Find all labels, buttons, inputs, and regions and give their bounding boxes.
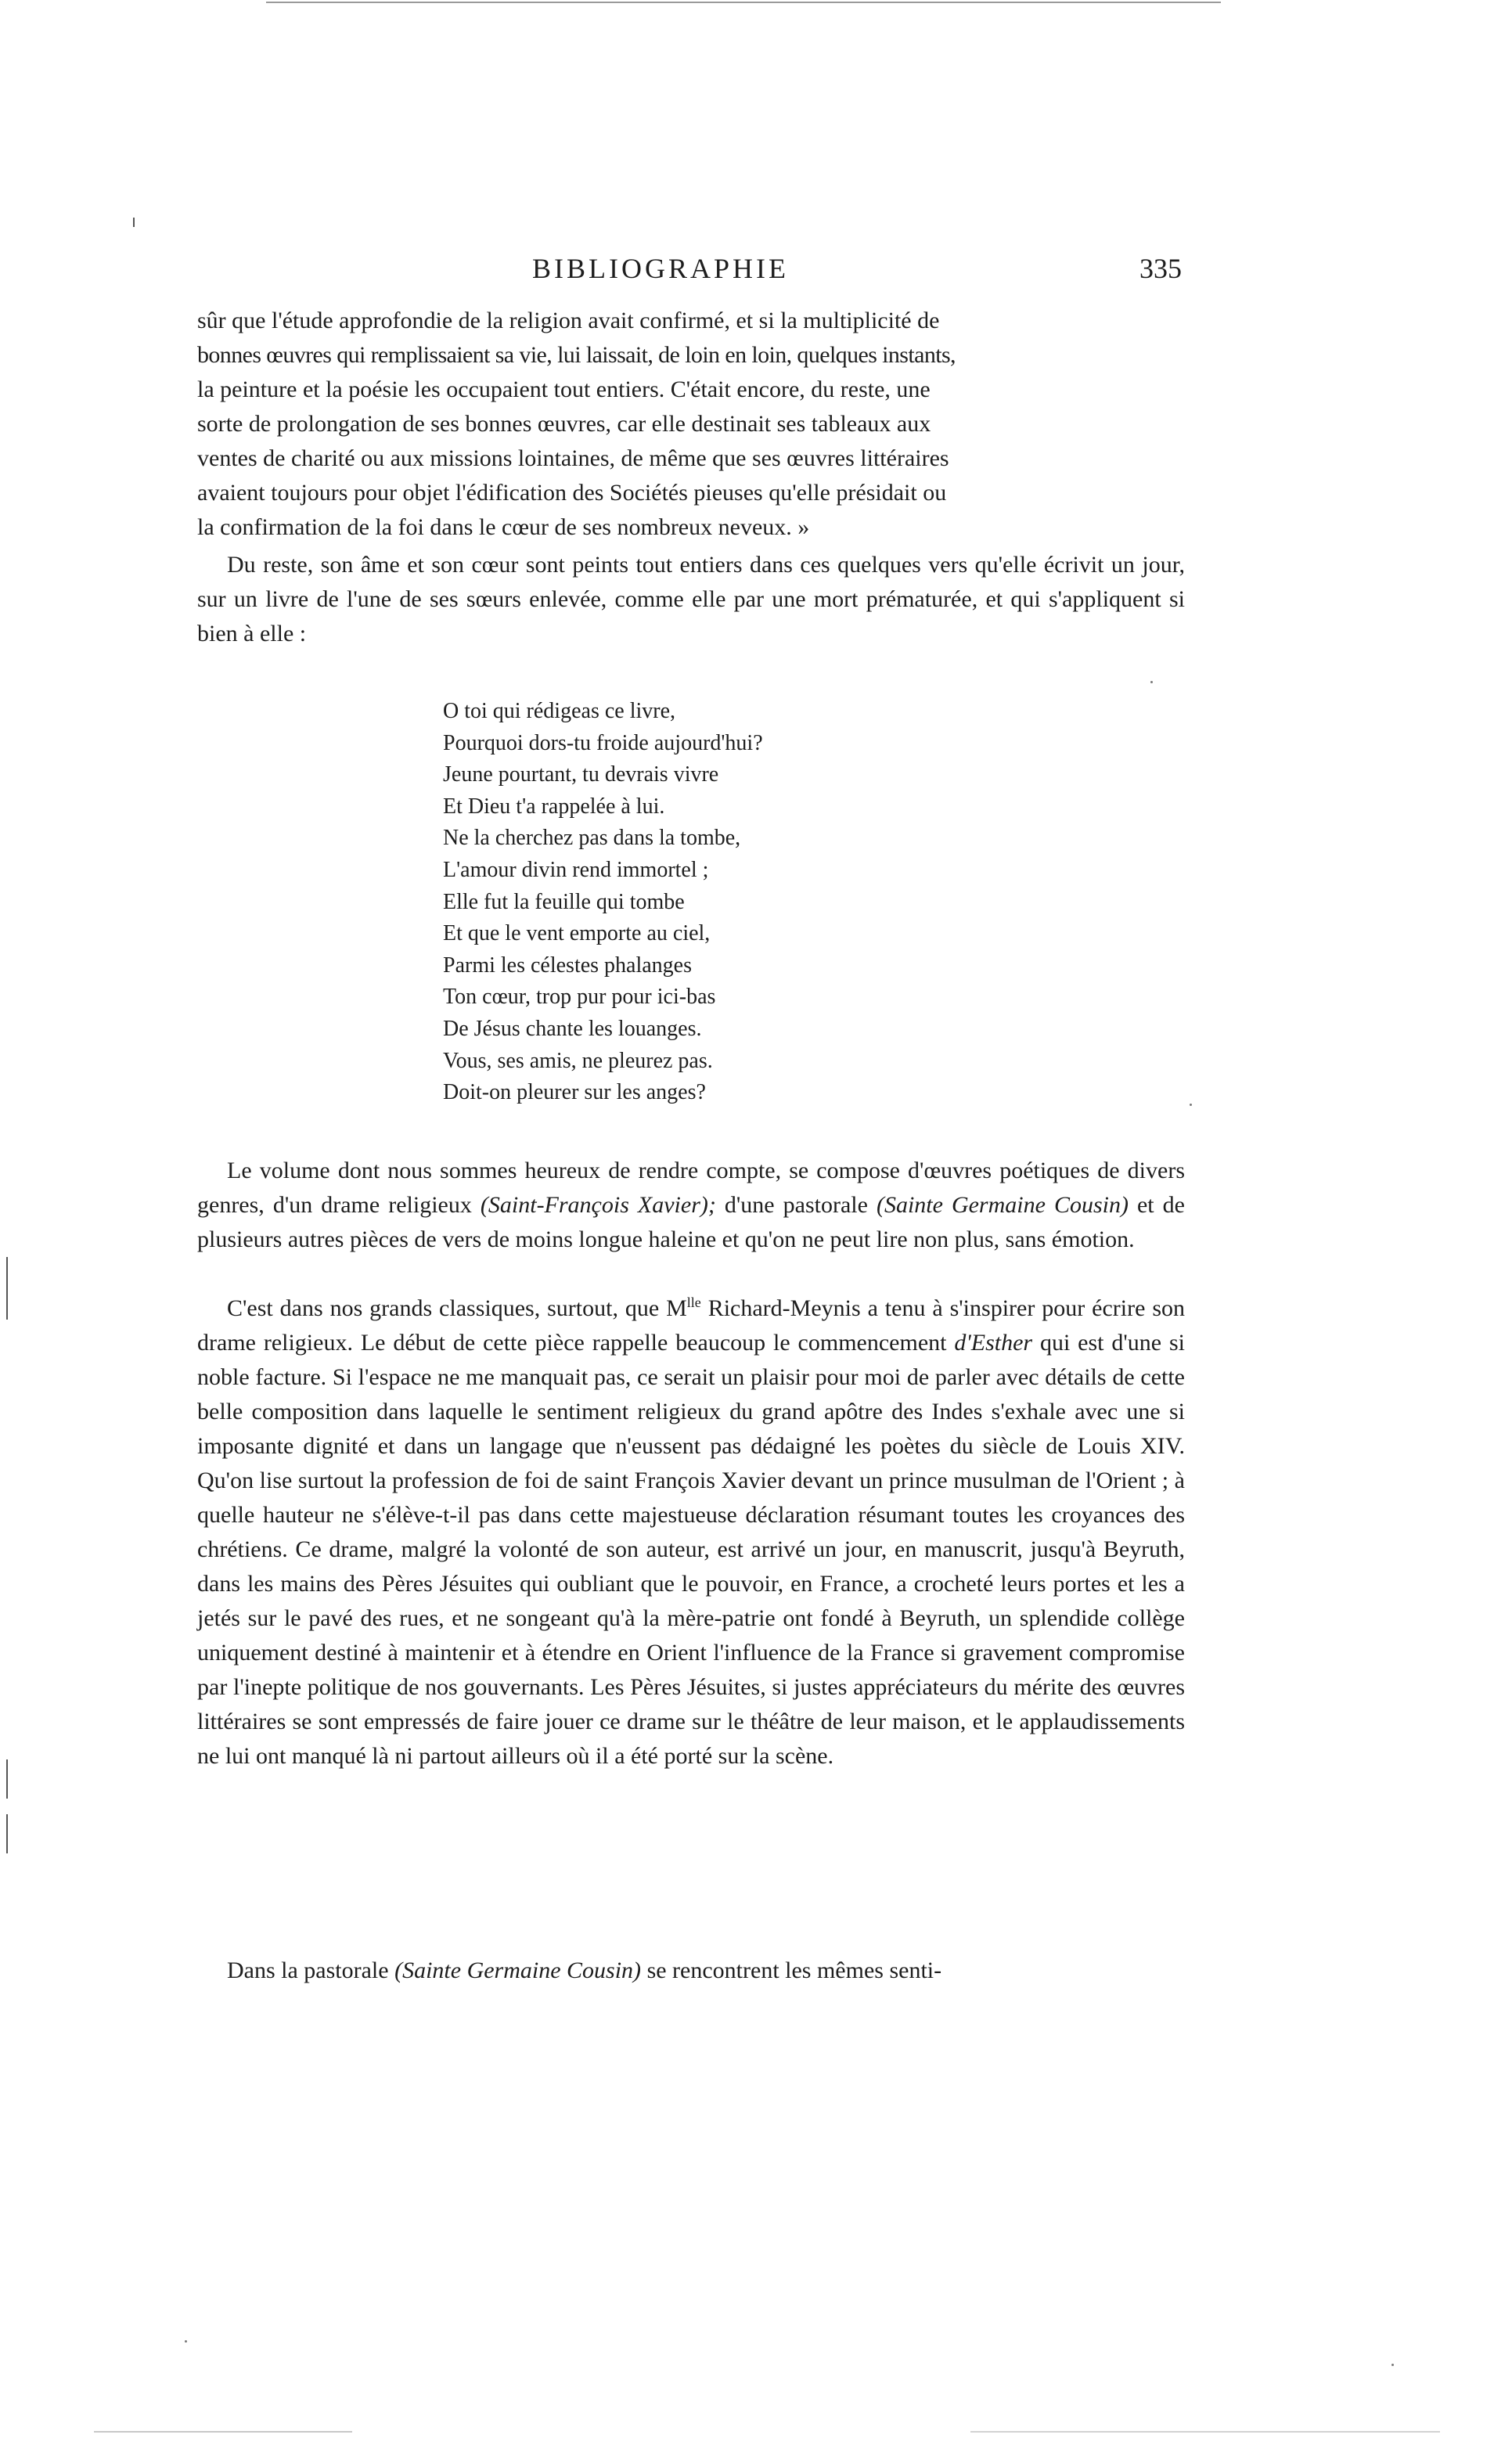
poem-line: Et Dieu t'a rappelée à lui. [443, 794, 665, 819]
text-line: bonnes œuvres qui remplissaient sa vie, lui laissait, de loin en loin, quelques instants, [197, 342, 956, 368]
poem-line: De Jésus chante les louanges. [443, 1016, 702, 1041]
poem-line: Ton cœur, trop pur pour ici-bas [443, 985, 716, 1010]
poem [443, 696, 763, 1109]
margin-mark [6, 1759, 8, 1799]
poem-line: Jeune pourtant, tu devrais vivre [443, 762, 719, 787]
text-line: la peinture et la poésie les occupaient tout entiers. C'était encore, du reste, une [197, 376, 931, 402]
intro-paragraph [197, 304, 1185, 545]
text-run: et de plusieurs autres pièces de vers de moins longue haleine et qu'on ne peut lire non plus, sans émotion. [197, 1192, 1185, 1252]
paragraph-du-reste [197, 548, 1185, 651]
work-title: (Saint-François Xavier); [480, 1192, 716, 1218]
text-line: sûr que l'étude approfondie de la religion avait confirmé, et si la multiplicité de [197, 308, 940, 333]
text-run: se rencontrent les mêmes senti- [641, 1957, 942, 1983]
work-title: d'Esther [954, 1330, 1033, 1356]
poem-line: Ne la cherchez pas dans la tombe, [443, 826, 741, 851]
top-rule [266, 2, 1221, 3]
text-line: sorte de prolongation de ses bonnes œuvres, car elle destinait ses tableaux aux [197, 411, 931, 437]
margin-mark [6, 1814, 8, 1853]
superscript: lle [686, 1295, 701, 1310]
poem-line: L'amour divin rend immortel ; [443, 857, 709, 882]
text-line: la confirmation de la foi dans le cœur de ses nombreux neveux. » [197, 514, 810, 540]
text-run: Richard-Meynis a tenu à s'inspirer pour écrire son drame religieux. Le début de cette pièce rappelle beaucoup le commencement [197, 1295, 1185, 1356]
text-line: ventes de charité ou aux missions lointaines, de même que ses œuvres littéraires [197, 445, 949, 471]
paragraph-text: Du reste, son âme et son cœur sont peints tout entiers dans ces quelques vers qu'elle écrivit un jour, sur un livre de l'une de ses sœurs enlevée, comme elle par une mort prématurée, et qui s'appliquent si bien à elle : [197, 552, 1185, 646]
poem-line: Pourquoi dors-tu froide aujourd'hui? [443, 730, 763, 755]
text-run: qui est d'une si noble facture. Si l'espace ne me manquait pas, ce serait un plaisir pour moi de parler avec détails de cette belle composition dans laquelle le sentiment religieux du grand apôtre des Indes s'exhale avec une si imposante dignité et dans un langage que n'eussent pas dédaigné les poètes du siècle de Louis XIV. Qu'on lise surtout la profession de foi de saint François Xavier devant un prince musulman de l'Orient ; à quelle hauteur ne s'élève-t-il pas dans cette majestueuse déclaration résumant toutes les croyances des chrétiens. Ce drame, malgré la volonté de son auteur, est arrivé un jour, en manuscrit, jusqu'à Beyruth, dans les mains des Pères Jésuites qui oubliant que le pouvoir, en France, a crocheté leurs portes et les a jetés sur le pavé des rues, et ne songeant qu'à la mère-patrie ont fondé à Beyruth, un splendide collège uniquement destiné à maintenir et à étendre en Orient l'influence de la France si gravement compromise par l'inepte politique de nos gouvernants. Les Pères Jésuites, si justes appréciateurs du mérite des œuvres littéraires se sont empressés de faire jouer ce drame sur le théâtre de leur maison, et le applaudissements ne lui ont manqué là ni partout ailleurs où il a été porté sur la scène. [197, 1330, 1185, 1769]
bottom-rule-right [970, 2431, 1440, 2433]
work-title: (Sainte Germaine Cousin) [876, 1192, 1129, 1218]
running-head [203, 252, 1182, 291]
text-run: Dans la pastorale [227, 1957, 395, 1983]
paragraph-text [197, 1954, 1185, 1988]
running-title: BIBLIOGRAPHIE [532, 253, 789, 284]
work-title: (Sainte Germaine Cousin) [394, 1957, 642, 1983]
poem-line: Et que le vent emporte au ciel, [443, 921, 711, 946]
page-speck [1190, 1104, 1192, 1106]
poem-line: Elle fut la feuille qui tombe [443, 889, 685, 914]
paragraph-text [197, 1291, 1185, 1774]
poem-line: Vous, ses amis, ne pleurez pas. [443, 1048, 713, 1073]
paragraph-pastorale [197, 1954, 1185, 1988]
text-run: Le volume dont nous sommes heureux de rendre compte, se compose d'œuvres poétiques de divers genres, d'un drame religieux [197, 1158, 1185, 1218]
text-run: d'une pastorale [715, 1192, 877, 1218]
bottom-rule-left [94, 2431, 352, 2433]
paragraph-classiques [197, 1291, 1185, 1774]
page-speck [1391, 2364, 1394, 2366]
paragraph-volume [197, 1154, 1185, 1257]
margin-mark [133, 218, 135, 227]
text-line: avaient toujours pour objet l'édification des Sociétés pieuses qu'elle présidait ou [197, 480, 947, 506]
page-speck [185, 2340, 187, 2343]
poem-line: Doit-on pleurer sur les anges? [443, 1080, 706, 1105]
page-number: 335 [1139, 253, 1182, 284]
text-run: C'est dans nos grands classiques, surtout, que M [227, 1295, 687, 1321]
paragraph-text [197, 1154, 1185, 1257]
page-speck [1150, 681, 1153, 683]
poem-line: Parmi les célestes phalanges [443, 953, 693, 978]
margin-mark [6, 1257, 8, 1320]
poem-line: O toi qui rédigeas ce livre, [443, 699, 676, 723]
